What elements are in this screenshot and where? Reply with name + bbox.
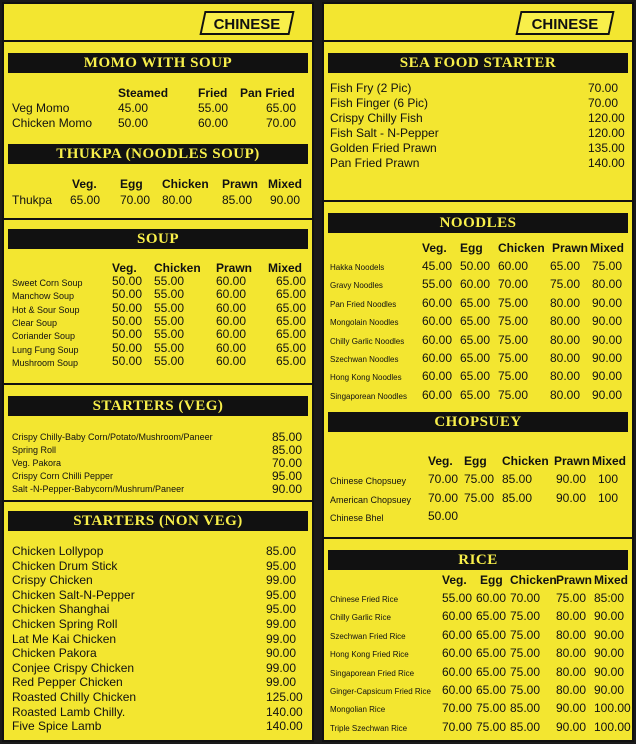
- col-header: Prawn: [222, 177, 259, 191]
- col-header: Mixed: [268, 261, 303, 275]
- item-price: 90.00: [556, 472, 587, 486]
- item-price: 50.00: [112, 353, 143, 368]
- item-price: 60.00: [442, 646, 473, 661]
- item-price: 45.00: [422, 259, 453, 273]
- item-name: Golden Fried Prawn: [330, 141, 437, 155]
- col-header: Prawn: [556, 573, 593, 587]
- item-price: 60.00: [498, 259, 529, 273]
- item-name: Chinese Chopsuey: [330, 476, 407, 486]
- col-header: Fried: [198, 86, 228, 100]
- item-price: 55.00: [442, 591, 473, 605]
- item-name: Sweet Corn Soup: [12, 278, 83, 288]
- item-price: 80.00: [550, 314, 581, 329]
- item-price: 60.00: [422, 387, 453, 402]
- item-price: 60.00: [442, 664, 473, 679]
- item-price: 65.00: [476, 664, 507, 679]
- item-price: 60.00: [422, 351, 453, 365]
- col-header: Prawn: [554, 454, 591, 468]
- item-price: 65.00: [460, 332, 491, 347]
- item-price: 100: [598, 472, 619, 486]
- item-price: 90.00: [272, 482, 303, 496]
- item-price: 75.00: [510, 609, 541, 624]
- item-price: 60.00: [216, 313, 247, 328]
- item-price: 50.00: [112, 327, 143, 342]
- item-price: 99.00: [266, 660, 297, 675]
- item-price: 70.00: [120, 193, 151, 207]
- divider: [324, 40, 632, 42]
- item-name: Mongolian Rice: [330, 705, 386, 715]
- item-price: 80.00: [556, 609, 587, 624]
- item-name: Chicken Shanghai: [12, 602, 110, 617]
- item-name: Chicken Spring Roll: [12, 617, 118, 631]
- menu-column-left: [2, 2, 314, 742]
- section-header-chopsuey: CHOPSUEY: [328, 412, 628, 432]
- item-price: 95.00: [266, 558, 297, 573]
- col-header: Egg: [120, 177, 143, 191]
- item-price: 65.00: [476, 683, 507, 697]
- item-price: 140.00: [266, 719, 303, 734]
- item-price: 80.00: [592, 277, 623, 292]
- item-price: 85.00: [266, 544, 297, 558]
- item-price: 85.00: [272, 430, 303, 444]
- col-header: Veg.: [442, 573, 467, 587]
- item-price: 99.00: [266, 617, 297, 631]
- item-price: 60.00: [460, 277, 491, 292]
- item-price: 70.00: [442, 701, 473, 716]
- item-price: 65.00: [276, 287, 307, 302]
- item-price: 80.00: [556, 683, 587, 697]
- item-price: 90.00: [594, 609, 625, 624]
- item-price: 90.00: [592, 369, 623, 384]
- col-header: Prawn: [216, 261, 253, 275]
- item-name: Chicken Salt-N-Pepper: [12, 587, 135, 602]
- item-price: 50.00: [460, 259, 491, 273]
- section-header-soup: SOUP: [8, 229, 308, 249]
- item-price: 65.00: [70, 193, 101, 207]
- item-name: Five Spice Lamb: [12, 719, 102, 734]
- col-header: Egg: [460, 241, 483, 255]
- item-name: Crispy Chilly-Baby Corn/Potato/Mushroom/Paneer: [12, 432, 213, 442]
- section-header-starters-nonveg: STARTERS (NON VEG): [8, 511, 308, 531]
- item-name: Conjee Crispy Chicken: [12, 660, 135, 675]
- item-price: 85.00: [222, 193, 253, 207]
- item-price: 75.00: [510, 683, 541, 697]
- col-header: Chicken: [498, 241, 545, 255]
- item-price: 60.00: [216, 300, 247, 315]
- item-name: Crispy Chicken: [12, 573, 93, 588]
- item-price: 65.00: [276, 274, 307, 288]
- item-name: Crispy Corn Chilli Pepper: [12, 471, 114, 481]
- item-name: Clear Soup: [12, 317, 58, 328]
- item-price: 80.00: [550, 351, 581, 365]
- item-price: 65.00: [276, 313, 307, 328]
- col-header: Mixed: [590, 241, 625, 255]
- item-price: 80.00: [556, 627, 587, 642]
- item-price: 60.00: [442, 609, 473, 624]
- section-header-noodles: NOODLES: [328, 213, 628, 233]
- col-header: Chicken: [510, 573, 557, 587]
- chinese-tag: [199, 11, 294, 35]
- item-name: Roasted Lamb Chilly.: [12, 704, 126, 719]
- item-price: 60.00: [422, 332, 453, 347]
- item-price: 99.00: [266, 631, 297, 646]
- divider: [4, 500, 312, 502]
- item-price: 90.00: [270, 193, 301, 207]
- item-price: 60.00: [216, 327, 247, 342]
- item-price: 75.00: [476, 701, 507, 716]
- item-name: Chilly Garlic Noodles: [330, 336, 405, 346]
- item-price: 100.00: [594, 701, 631, 716]
- item-price: 70.00: [588, 96, 619, 110]
- item-price: 65.00: [276, 340, 307, 355]
- item-name: Chicken Pakora: [12, 646, 97, 661]
- col-header: Steamed: [118, 86, 169, 100]
- item-price: 90.00: [556, 490, 587, 505]
- col-header: Veg.: [428, 454, 453, 468]
- item-price: 90.00: [556, 719, 587, 734]
- col-header: Mixed: [594, 573, 629, 587]
- item-price: 65.00: [550, 259, 581, 273]
- item-name: Hong Kong Fried Rice: [330, 650, 409, 660]
- item-price: 55.00: [154, 287, 185, 302]
- section-header-thukpa: THUKPA (NOODLES SOUP): [8, 144, 308, 164]
- item-price: 70.00: [498, 277, 529, 292]
- item-price: 80.00: [556, 646, 587, 661]
- item-price: 99.00: [266, 573, 297, 588]
- item-price: 75.00: [556, 591, 587, 605]
- item-name: Roasted Chilly Chicken: [12, 690, 137, 704]
- item-price: 55.00: [154, 300, 185, 315]
- item-price: 55.00: [422, 277, 453, 292]
- item-name: Mongolain Noodles: [330, 318, 399, 328]
- item-price: 100: [598, 490, 619, 505]
- chinese-tag-label: CHINESE: [531, 16, 598, 33]
- item-price: 120.00: [588, 126, 625, 140]
- item-name: Veg. Pakora: [12, 458, 62, 468]
- item-price: 75.00: [464, 472, 495, 486]
- item-price: 60.00: [216, 287, 247, 302]
- item-price: 55.00: [154, 340, 185, 355]
- item-price: 120.00: [588, 111, 625, 125]
- item-price: 85.00: [502, 472, 533, 486]
- item-name: Fish Finger (6 Pic): [330, 96, 429, 110]
- item-price: 65.00: [460, 369, 491, 384]
- item-name: Triple Szechwan Rice: [330, 723, 408, 733]
- item-price: 50.00: [112, 340, 143, 355]
- item-price: 65.00: [460, 295, 491, 310]
- item-name: Fish Fry (2 Pic): [330, 81, 412, 95]
- item-price: 60.00: [198, 116, 229, 130]
- divider: [4, 218, 312, 220]
- item-price: 75.00: [498, 295, 529, 310]
- item-price: 75.00: [476, 719, 507, 734]
- item-price: 60.00: [422, 314, 453, 329]
- item-price: 80.00: [550, 332, 581, 347]
- col-header: Chicken: [502, 454, 549, 468]
- item-name: Veg Momo: [12, 101, 70, 115]
- item-name: Pan Fried Prawn: [330, 156, 420, 170]
- item-price: 90.00: [594, 627, 625, 642]
- item-name: Salt -N-Pepper-Babycorn/Mushrum/Paneer: [12, 484, 185, 494]
- item-price: 75.00: [498, 351, 529, 365]
- item-name: Hakka Noodels: [330, 263, 385, 272]
- item-name: Hot & Sour Soup: [12, 304, 80, 315]
- item-price: 50.00: [112, 274, 143, 288]
- item-price: 65.00: [460, 351, 491, 365]
- item-price: 75.00: [498, 314, 529, 329]
- item-name: Szechwan Fried Rice: [330, 631, 406, 641]
- item-name: Chicken Lollypop: [12, 544, 104, 558]
- item-price: 90.00: [592, 351, 623, 365]
- item-price: 70.00: [428, 490, 459, 505]
- item-price: 85.00: [510, 701, 541, 716]
- item-name: Hong Kong Noodles: [330, 373, 402, 383]
- item-name: Mushroom Soup: [12, 357, 79, 368]
- section-header-seafood: SEA FOOD STARTER: [328, 53, 628, 73]
- item-price: 90.00: [592, 314, 623, 329]
- item-price: 50.00: [112, 287, 143, 302]
- item-price: 65.00: [476, 609, 507, 624]
- item-price: 80.00: [550, 295, 581, 310]
- divider: [324, 537, 632, 539]
- item-name: Singaporean Fried Rice: [330, 668, 415, 678]
- menu-column-right: [322, 2, 634, 742]
- item-price: 90.00: [594, 664, 625, 679]
- col-header: Egg: [464, 454, 487, 468]
- item-price: 50.00: [428, 509, 459, 523]
- col-header: Prawn: [552, 241, 589, 255]
- col-header: Veg.: [422, 241, 447, 255]
- item-price: 50.00: [112, 313, 143, 328]
- divider: [4, 40, 312, 42]
- item-price: 75.00: [498, 387, 529, 402]
- item-name: Coriander Soup: [12, 331, 76, 342]
- item-name: Gravy Noodles: [330, 281, 383, 291]
- item-price: 60.00: [422, 369, 453, 384]
- item-price: 100.00: [594, 719, 631, 734]
- item-price: 80.00: [556, 664, 587, 679]
- item-name: Thukpa: [12, 193, 53, 207]
- item-price: 85:00: [594, 591, 625, 605]
- item-price: 75.00: [464, 490, 495, 505]
- item-name: Red Pepper Chicken: [12, 675, 123, 690]
- col-header: Mixed: [268, 177, 303, 191]
- item-price: 70.00: [510, 591, 541, 605]
- chinese-tag: [515, 11, 614, 35]
- item-name: Lung Fung Soup: [12, 344, 79, 355]
- item-price: 60.00: [476, 591, 507, 605]
- item-price: 50.00: [112, 300, 143, 315]
- item-price: 140.00: [266, 704, 303, 719]
- col-header: Chicken: [154, 261, 201, 275]
- item-price: 65.00: [460, 314, 491, 329]
- item-name: Fish Salt - N-Pepper: [330, 126, 439, 140]
- item-price: 90.00: [592, 387, 623, 402]
- item-price: 70.00: [428, 472, 459, 486]
- item-price: 75.00: [510, 627, 541, 642]
- item-price: 50.00: [118, 116, 149, 130]
- item-price: 85.00: [272, 443, 303, 457]
- item-price: 90.00: [266, 646, 297, 661]
- chinese-tag-label: CHINESE: [213, 16, 280, 33]
- item-price: 65.00: [276, 353, 307, 368]
- item-price: 90.00: [592, 332, 623, 347]
- item-price: 80.00: [550, 387, 581, 402]
- item-price: 140.00: [588, 156, 625, 170]
- item-name: Manchow Soup: [12, 291, 75, 302]
- item-name: Pan Fried Noodles: [330, 299, 397, 309]
- col-header: Pan Fried: [240, 86, 295, 100]
- item-price: 80.00: [162, 193, 193, 207]
- item-price: 55.00: [154, 353, 185, 368]
- item-price: 55.00: [154, 327, 185, 342]
- item-name: Crispy Chilly Fish: [330, 111, 423, 125]
- item-name: Chicken Drum Stick: [12, 558, 118, 573]
- item-price: 95.00: [266, 602, 297, 617]
- item-price: 55.00: [154, 274, 185, 288]
- divider: [324, 200, 632, 202]
- item-price: 70.00: [266, 116, 297, 130]
- item-price: 65.00: [460, 387, 491, 402]
- item-name: Ginger-Capsicum Fried Rice: [330, 687, 431, 696]
- col-header: Veg.: [112, 261, 137, 275]
- item-price: 65.00: [276, 327, 307, 342]
- item-price: 75.00: [592, 259, 623, 273]
- item-price: 65.00: [476, 627, 507, 642]
- item-name: Szechwan Noodles: [330, 355, 399, 364]
- item-price: 60.00: [216, 340, 247, 355]
- col-header: Chicken: [162, 177, 209, 191]
- section-header-rice: RICE: [328, 550, 628, 570]
- col-header: Egg: [480, 573, 503, 587]
- item-price: 60.00: [216, 353, 247, 368]
- item-price: 95.00: [266, 587, 297, 602]
- item-price: 75.00: [498, 332, 529, 347]
- item-price: 70.00: [272, 456, 303, 470]
- item-price: 65.00: [266, 101, 297, 115]
- item-price: 90.00: [594, 683, 625, 697]
- item-price: 60.00: [442, 683, 473, 697]
- item-price: 90.00: [592, 295, 623, 310]
- item-name: Chilly Garlic Rice: [330, 613, 391, 623]
- item-price: 75.00: [550, 277, 581, 292]
- section-header-momo: MOMO WITH SOUP: [8, 53, 308, 73]
- item-price: 99.00: [266, 675, 297, 690]
- item-name: American Chopsuey: [330, 494, 412, 505]
- item-price: 85.00: [510, 719, 541, 734]
- item-name: Spring Roll: [12, 445, 57, 455]
- item-name: Chinese Fried Rice: [330, 595, 399, 604]
- item-price: 95.00: [272, 469, 303, 483]
- item-price: 60.00: [422, 295, 453, 310]
- divider: [4, 383, 312, 385]
- item-price: 60.00: [442, 627, 473, 642]
- col-header: Mixed: [592, 454, 627, 468]
- item-price: 55.00: [154, 313, 185, 328]
- item-name: Singaporean Noodles: [330, 391, 407, 401]
- item-price: 90.00: [556, 701, 587, 716]
- item-price: 45.00: [118, 101, 149, 115]
- item-price: 75.00: [510, 646, 541, 661]
- item-price: 55.00: [198, 101, 229, 115]
- item-price: 65.00: [276, 300, 307, 315]
- item-name: Chicken Momo: [12, 116, 93, 130]
- item-name: Chinese Bhel: [330, 513, 384, 523]
- item-price: 70.00: [442, 719, 473, 734]
- item-price: 135.00: [588, 141, 625, 155]
- col-header: Veg.: [72, 177, 97, 191]
- item-price: 80.00: [550, 369, 581, 384]
- item-price: 60.00: [216, 274, 247, 288]
- item-name: Lat Me Kai Chicken: [12, 631, 117, 646]
- item-price: 70.00: [588, 81, 619, 95]
- item-price: 85.00: [502, 490, 533, 505]
- item-price: 90.00: [594, 646, 625, 661]
- item-price: 75.00: [498, 369, 529, 384]
- item-price: 75.00: [510, 664, 541, 679]
- section-header-starters-veg: STARTERS (VEG): [8, 396, 308, 416]
- item-price: 125.00: [266, 690, 303, 704]
- item-price: 65.00: [476, 646, 507, 661]
